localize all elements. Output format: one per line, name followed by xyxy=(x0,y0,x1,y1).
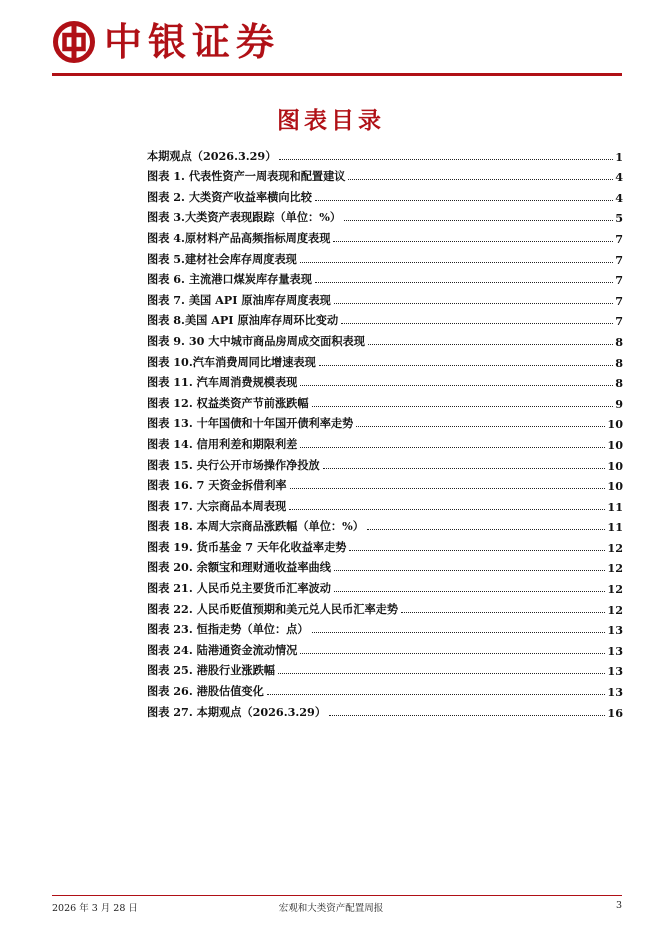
toc-dot-leader xyxy=(356,425,605,427)
toc-entry[interactable] xyxy=(147,473,623,494)
toc-entry[interactable] xyxy=(147,370,623,391)
toc-entry-label: 图表 3.大类资产表现跟踪（单位：%） xyxy=(147,210,342,225)
toc-entry-page: 1 xyxy=(615,149,623,164)
toc-entry-label: 图表 2. 大类资产收益率横向比较 xyxy=(147,189,312,204)
toc-entry-page: 5 xyxy=(615,211,623,226)
toc-entry-page: 7 xyxy=(615,293,623,308)
toc-entry[interactable] xyxy=(147,287,623,308)
toc-entry-label: 图表 22. 人民币贬值预期和美元兑人民币汇率走势 xyxy=(147,601,399,616)
toc-entry-label: 图表 4.原材料产品高频指标周度表现 xyxy=(147,230,331,245)
toc-entry-label: 图表 1. 代表性资产一周表现和配置建议 xyxy=(147,169,346,184)
toc-entry-label: 本期观点（2026.3.29） xyxy=(147,148,277,163)
toc-dot-leader xyxy=(315,281,613,283)
toc-dot-leader xyxy=(278,672,605,674)
toc-entry-label: 图表 27. 本期观点（2026.3.29） xyxy=(147,704,327,719)
toc-entry[interactable] xyxy=(147,637,623,658)
toc-dot-leader xyxy=(341,322,613,324)
toc-entry[interactable] xyxy=(147,349,623,370)
toc-dot-leader xyxy=(300,446,605,448)
toc-entry-page: 11 xyxy=(607,499,623,514)
toc-entry[interactable] xyxy=(147,678,623,699)
toc-dot-leader xyxy=(344,219,613,221)
footer-divider xyxy=(52,895,622,896)
toc-entry-label: 图表 18. 本周大宗商品涨跌幅（单位：%） xyxy=(147,519,364,534)
toc-entry-label: 图表 24. 陆港通资金流动情况 xyxy=(147,642,298,657)
toc-entry[interactable] xyxy=(147,617,623,638)
toc-dot-leader xyxy=(334,302,613,304)
toc-entry[interactable] xyxy=(147,328,623,349)
toc-dot-leader xyxy=(401,611,605,613)
table-of-figures xyxy=(147,143,623,720)
toc-entry-page: 10 xyxy=(607,458,623,473)
toc-entry-label: 图表 8.美国 API 原油库存周环比变动 xyxy=(147,313,339,328)
toc-entry[interactable] xyxy=(147,514,623,535)
toc-entry-page: 8 xyxy=(615,334,623,349)
toc-dot-leader xyxy=(367,528,606,530)
toc-entry[interactable] xyxy=(147,267,623,288)
toc-entry-label: 图表 10.汽车消费周同比增速表现 xyxy=(147,354,316,369)
toc-entry-page: 7 xyxy=(615,273,623,288)
toc-entry-page: 13 xyxy=(607,643,623,658)
toc-entry-page: 4 xyxy=(615,170,623,185)
toc-entry-page: 13 xyxy=(607,623,623,638)
toc-entry-page: 9 xyxy=(615,396,623,411)
toc-entry[interactable] xyxy=(147,596,623,617)
header-divider xyxy=(52,73,622,76)
toc-entry-label: 图表 9. 30 大中城市商品房周成交面积表现 xyxy=(147,333,365,348)
toc-dot-leader xyxy=(312,405,614,407)
toc-entry-page: 13 xyxy=(607,685,623,700)
toc-dot-leader xyxy=(319,364,613,366)
toc-dot-leader xyxy=(290,487,606,489)
toc-entry-label: 图表 13. 十年国债和十年国开债利率走势 xyxy=(147,416,354,431)
toc-entry-label: 图表 21. 人民币兑主要货币汇率波动 xyxy=(147,581,331,596)
footer-page-number: 3 xyxy=(615,900,622,911)
toc-dot-leader xyxy=(348,178,613,180)
toc-entry-page: 8 xyxy=(615,376,623,391)
toc-entry-label: 图表 19. 货币基金 7 天年化收益率走势 xyxy=(147,539,347,554)
toc-dot-leader xyxy=(349,549,605,551)
page-header xyxy=(0,0,662,80)
toc-title: 图表目录 xyxy=(277,107,385,134)
toc-dot-leader xyxy=(323,467,606,469)
toc-entry[interactable] xyxy=(147,390,623,411)
brand-name: 中银证券 xyxy=(104,19,281,64)
toc-entry-label: 图表 14. 信用利差和期限利差 xyxy=(147,436,298,451)
toc-dot-leader xyxy=(279,158,613,160)
toc-entry-page: 10 xyxy=(607,479,623,494)
footer-report-title: 宏观和大类资产配置周报 xyxy=(278,903,384,914)
toc-entry-label: 图表 26. 港股估值变化 xyxy=(147,684,264,699)
toc-entry-label: 图表 7. 美国 API 原油库存周度表现 xyxy=(147,292,331,307)
toc-dot-leader xyxy=(300,384,613,386)
toc-dot-leader xyxy=(300,652,605,654)
toc-dot-leader xyxy=(315,199,613,201)
toc-entry[interactable] xyxy=(147,555,623,576)
toc-entry-page: 12 xyxy=(607,582,623,597)
toc-entry[interactable] xyxy=(147,431,623,452)
toc-entry-page: 7 xyxy=(615,252,623,267)
toc-entry-page: 16 xyxy=(607,705,623,720)
toc-entry-page: 7 xyxy=(615,231,623,246)
toc-entry-label: 图表 15. 央行公开市场操作净投放 xyxy=(147,457,320,472)
toc-entry-label: 图表 20. 余额宝和理财通收益率曲线 xyxy=(147,560,331,575)
footer-date: 2026 年 3 月 28 日 xyxy=(52,903,138,914)
toc-dot-leader xyxy=(329,714,605,716)
toc-dot-leader xyxy=(334,569,606,571)
toc-dot-leader xyxy=(289,508,605,510)
toc-entry-label: 图表 17. 大宗商品本周表现 xyxy=(147,498,287,513)
toc-entry-page: 13 xyxy=(607,664,623,679)
toc-entry[interactable] xyxy=(147,246,623,267)
toc-entry-label: 图表 5.建材社会库存周度表现 xyxy=(147,251,297,266)
toc-entry[interactable] xyxy=(147,658,623,679)
toc-entry-page: 12 xyxy=(607,561,623,576)
toc-dot-leader xyxy=(334,590,606,592)
toc-entry[interactable] xyxy=(147,205,623,226)
toc-entry-label: 图表 23. 恒指走势（单位：点） xyxy=(147,622,309,637)
toc-entry-page: 8 xyxy=(615,355,623,370)
toc-entry-label: 图表 12. 权益类资产节前涨跌幅 xyxy=(147,395,309,410)
toc-entry-page: 10 xyxy=(607,417,623,432)
toc-entry[interactable] xyxy=(147,184,623,205)
toc-entry-page: 10 xyxy=(607,437,623,452)
toc-entry-page: 7 xyxy=(615,314,623,329)
bank-of-china-logo-icon xyxy=(52,20,96,64)
toc-entry[interactable] xyxy=(147,699,623,720)
toc-entry-label: 图表 25. 港股行业涨跌幅 xyxy=(147,663,275,678)
toc-entry-page: 4 xyxy=(615,190,623,205)
toc-entry-page: 12 xyxy=(607,540,623,555)
toc-entry[interactable] xyxy=(147,534,623,555)
toc-dot-leader xyxy=(312,631,606,633)
toc-entry-label: 图表 16. 7 天资金拆借利率 xyxy=(147,478,287,493)
toc-entry[interactable] xyxy=(147,411,623,432)
toc-entry[interactable] xyxy=(147,164,623,185)
toc-entry[interactable] xyxy=(147,452,623,473)
toc-dot-leader xyxy=(300,261,613,263)
toc-entry[interactable] xyxy=(147,225,623,246)
toc-entry-label: 图表 6. 主流港口煤炭库存量表现 xyxy=(147,272,312,287)
toc-entry-page: 12 xyxy=(607,602,623,617)
toc-dot-leader xyxy=(333,240,613,242)
toc-entry-label: 图表 11. 汽车周消费规模表现 xyxy=(147,375,298,390)
toc-entry[interactable] xyxy=(147,143,623,164)
toc-dot-leader xyxy=(368,343,613,345)
toc-dot-leader xyxy=(267,693,606,695)
toc-entry[interactable] xyxy=(147,493,623,514)
toc-entry-page: 11 xyxy=(607,520,623,535)
toc-entry[interactable] xyxy=(147,308,623,329)
toc-entry[interactable] xyxy=(147,575,623,596)
